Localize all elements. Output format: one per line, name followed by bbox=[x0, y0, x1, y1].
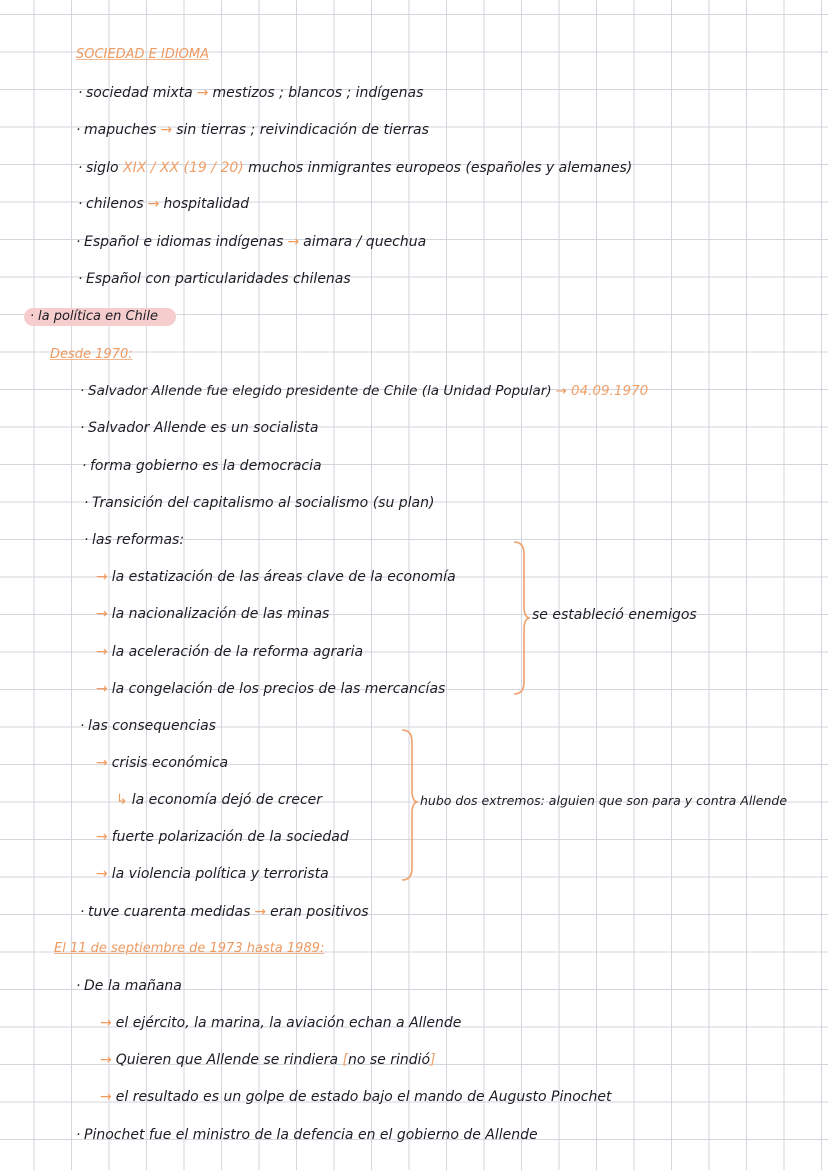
list-item: · Español con particularidades chilenas bbox=[78, 271, 351, 287]
arrow-icon: → bbox=[254, 904, 267, 920]
section-subtitle: Desde 1970: bbox=[50, 347, 133, 362]
arrow-icon: → bbox=[100, 1052, 112, 1068]
arrow-icon: → bbox=[96, 606, 108, 622]
list-item: · Español e idiomas indígenas → aimara / quechua bbox=[76, 234, 427, 250]
arrow-icon: → bbox=[96, 569, 108, 585]
list-item: · forma gobierno es la democracia bbox=[82, 458, 322, 474]
reform-item: → la estatización de las áreas clave de la economía bbox=[96, 569, 456, 585]
reform-item: → la congelación de los precios de las mercancías bbox=[96, 681, 446, 697]
hook-arrow-icon: ↳ bbox=[116, 792, 128, 808]
morning-item: → el ejército, la marina, la aviación echan a Allende bbox=[100, 1015, 462, 1031]
reform-item: → la aceleración de la reforma agraria bbox=[96, 644, 364, 660]
list-item: · Salvador Allende es un socialista bbox=[80, 420, 319, 436]
arrow-icon: → bbox=[555, 383, 567, 399]
reforms-note: se estableció enemigos bbox=[532, 607, 697, 623]
list-item: · mapuches → sin tierras ; reivindicación de tierras bbox=[76, 122, 429, 138]
section-title-sociedad: SOCIEDAD E IDIOMA bbox=[76, 47, 210, 62]
list-item: · chilenos → hospitalidad bbox=[78, 196, 250, 212]
section-title-1973: El 11 de septiembre de 1973 hasta 1989: bbox=[54, 941, 325, 956]
list-item: · De la mañana bbox=[76, 978, 182, 994]
consequence-item: → la violencia política y terrorista bbox=[96, 866, 329, 882]
reform-item: → la nacionalización de las minas bbox=[96, 606, 330, 622]
reforms-brace bbox=[510, 540, 532, 698]
arrow-icon: → bbox=[196, 85, 209, 101]
arrow-icon: → bbox=[287, 234, 300, 250]
consequence-subitem: ↳ la economía dejó de crecer bbox=[116, 792, 323, 808]
consequences-brace bbox=[398, 728, 420, 884]
arrow-icon: → bbox=[160, 122, 173, 138]
consequence-item: → fuerte polarización de la sociedad bbox=[96, 829, 349, 845]
list-item: · sociedad mixta → mestizos ; blancos ; indígenas bbox=[78, 85, 424, 101]
consequence-item: → crisis económica bbox=[96, 755, 229, 771]
list-item: · Salvador Allende fue elegido presidente de Chile (la Unidad Popular) → 04.09.1970 bbox=[80, 383, 649, 399]
arrow-icon: → bbox=[147, 196, 160, 212]
list-item: · las consequencias bbox=[80, 718, 216, 734]
arrow-icon: → bbox=[96, 755, 108, 771]
list-item: · siglo XIX / XX (19 / 20) muchos inmigrantes europeos (españoles y alemanes) bbox=[78, 160, 633, 176]
list-item: · las reformas: bbox=[84, 532, 185, 548]
arrow-icon: → bbox=[96, 681, 108, 697]
arrow-icon: → bbox=[100, 1015, 112, 1031]
consequences-note: hubo dos extremos: alguien que son para y contra Allende bbox=[420, 793, 788, 808]
arrow-icon: → bbox=[100, 1089, 112, 1105]
arrow-icon: → bbox=[96, 829, 108, 845]
list-item: · Pinochet fue el ministro de la defencia en el gobierno de Allende bbox=[76, 1127, 538, 1143]
arrow-icon: → bbox=[96, 644, 108, 660]
list-item: · tuve cuarenta medidas → eran positivos bbox=[80, 904, 369, 920]
section-title-politica: · la política en Chile bbox=[30, 309, 159, 324]
morning-item: → el resultado es un golpe de estado bajo el mando de Augusto Pinochet bbox=[100, 1089, 612, 1105]
morning-item: → Quieren que Allende se rindiera [no se rindió] bbox=[100, 1052, 436, 1068]
arrow-icon: → bbox=[96, 866, 108, 882]
list-item: · Transición del capitalismo al socialismo (su plan) bbox=[84, 495, 435, 511]
